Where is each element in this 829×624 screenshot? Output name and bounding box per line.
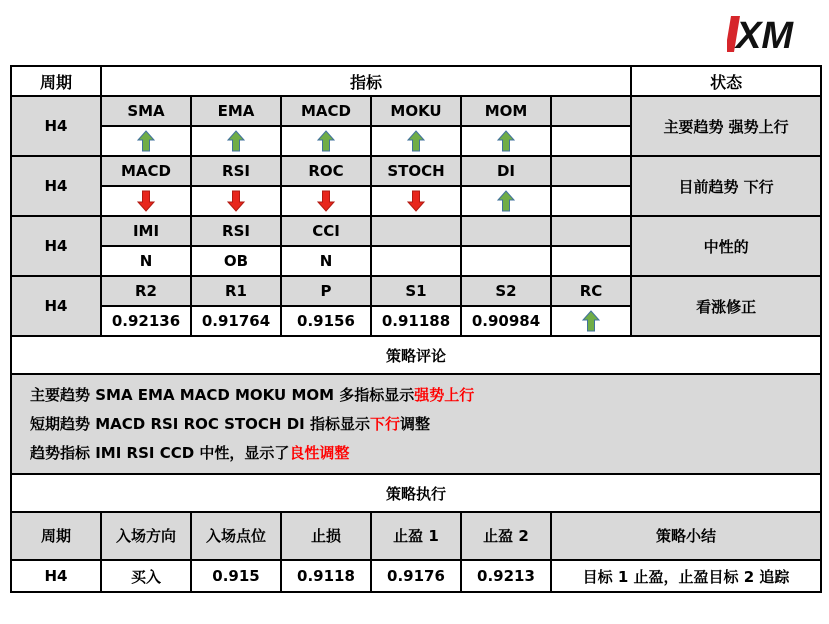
up-arrow-icon [137, 130, 155, 152]
signal-cell [101, 186, 191, 216]
indicator-label: STOCH [371, 156, 461, 186]
up-arrow-icon [497, 190, 515, 212]
up-arrow-icon [317, 130, 335, 152]
pivot-label: R2 [101, 276, 191, 306]
exec-header: 入场方向 [101, 512, 191, 560]
strategy-table [10, 65, 822, 593]
pivot-value: 0.91188 [371, 306, 461, 336]
xm-logo [727, 8, 819, 58]
indicator-label: ROC [281, 156, 371, 186]
pivot-label: RC [551, 276, 631, 306]
comment-body [11, 374, 821, 474]
pivot-value: 0.90984 [461, 306, 551, 336]
indicator-label: DI [461, 156, 551, 186]
signal-cell [281, 186, 371, 216]
signal-cell [551, 306, 631, 336]
indicator-label: SMA [101, 96, 191, 126]
comment-section-title: 策略评论 [11, 336, 821, 374]
header-status: 状态 [631, 66, 821, 96]
exec-header: 止损 [281, 512, 371, 560]
indicator-label [551, 156, 631, 186]
indicator-value [371, 246, 461, 276]
row-period: H4 [11, 156, 101, 216]
comment-line: 短期趋势 MACD RSI ROC STOCH DI 指标显示下行调整 [30, 414, 430, 433]
down-arrow-icon [137, 190, 155, 212]
execution-section-title: 策略执行 [11, 474, 821, 512]
exec-value: 0.9213 [461, 560, 551, 592]
indicator-label [551, 96, 631, 126]
down-arrow-icon [317, 190, 335, 212]
signal-cell [461, 186, 551, 216]
exec-value: 目标 1 止盈，止盈目标 2 追踪 [551, 560, 821, 592]
indicator-label: MOM [461, 96, 551, 126]
exec-header: 周期 [11, 512, 101, 560]
row-period: H4 [11, 216, 101, 276]
indicator-label: CCI [281, 216, 371, 246]
signal-cell [101, 126, 191, 156]
up-arrow-icon [582, 310, 600, 332]
status-text: 中性的 [631, 216, 821, 276]
indicator-value: N [281, 246, 371, 276]
svg-text:XM: XM [736, 15, 793, 57]
exec-header: 入场点位 [191, 512, 281, 560]
pivot-label: P [281, 276, 371, 306]
exec-header: 策略小结 [551, 512, 821, 560]
down-arrow-icon [227, 190, 245, 212]
pivot-label: R1 [191, 276, 281, 306]
pivot-label: S1 [371, 276, 461, 306]
down-arrow-icon [407, 190, 425, 212]
indicator-label [551, 216, 631, 246]
indicator-label: MACD [101, 156, 191, 186]
signal-cell [191, 126, 281, 156]
exec-value: 买入 [101, 560, 191, 592]
indicator-label [371, 216, 461, 246]
indicator-label: RSI [191, 156, 281, 186]
signal-cell [461, 126, 551, 156]
indicator-label: EMA [191, 96, 281, 126]
header-period: 周期 [11, 66, 101, 96]
header-indicator: 指标 [101, 66, 631, 96]
indicator-label: IMI [101, 216, 191, 246]
indicator-value [461, 246, 551, 276]
exec-value: H4 [11, 560, 101, 592]
row-period: H4 [11, 96, 101, 156]
indicator-value: N [101, 246, 191, 276]
pivot-value: 0.92136 [101, 306, 191, 336]
comment-line: 趋势指标 IMI RSI CCD 中性，显示了良性调整 [30, 443, 350, 462]
indicator-label: MOKU [371, 96, 461, 126]
exec-value: 0.915 [191, 560, 281, 592]
exec-header: 止盈 1 [371, 512, 461, 560]
signal-cell [551, 186, 631, 216]
up-arrow-icon [497, 130, 515, 152]
signal-cell [371, 126, 461, 156]
pivot-value: 0.91764 [191, 306, 281, 336]
signal-cell [281, 126, 371, 156]
up-arrow-icon [407, 130, 425, 152]
exec-header: 止盈 2 [461, 512, 551, 560]
indicator-label: MACD [281, 96, 371, 126]
status-text: 看涨修正 [631, 276, 821, 336]
exec-value: 0.9176 [371, 560, 461, 592]
signal-cell [551, 126, 631, 156]
row-period: H4 [11, 276, 101, 336]
comment-line: 主要趋势 SMA EMA MACD MOKU MOM 多指标显示强势上行 [30, 385, 475, 404]
indicator-label: RSI [191, 216, 281, 246]
xm-logo-graphic [727, 8, 819, 58]
pivot-label: S2 [461, 276, 551, 306]
status-text: 目前趋势 下行 [631, 156, 821, 216]
up-arrow-icon [227, 130, 245, 152]
indicator-label [461, 216, 551, 246]
pivot-value: 0.9156 [281, 306, 371, 336]
indicator-value [551, 246, 631, 276]
signal-cell [191, 186, 281, 216]
status-text: 主要趋势 强势上行 [631, 96, 821, 156]
exec-value: 0.9118 [281, 560, 371, 592]
signal-cell [371, 186, 461, 216]
indicator-value: OB [191, 246, 281, 276]
